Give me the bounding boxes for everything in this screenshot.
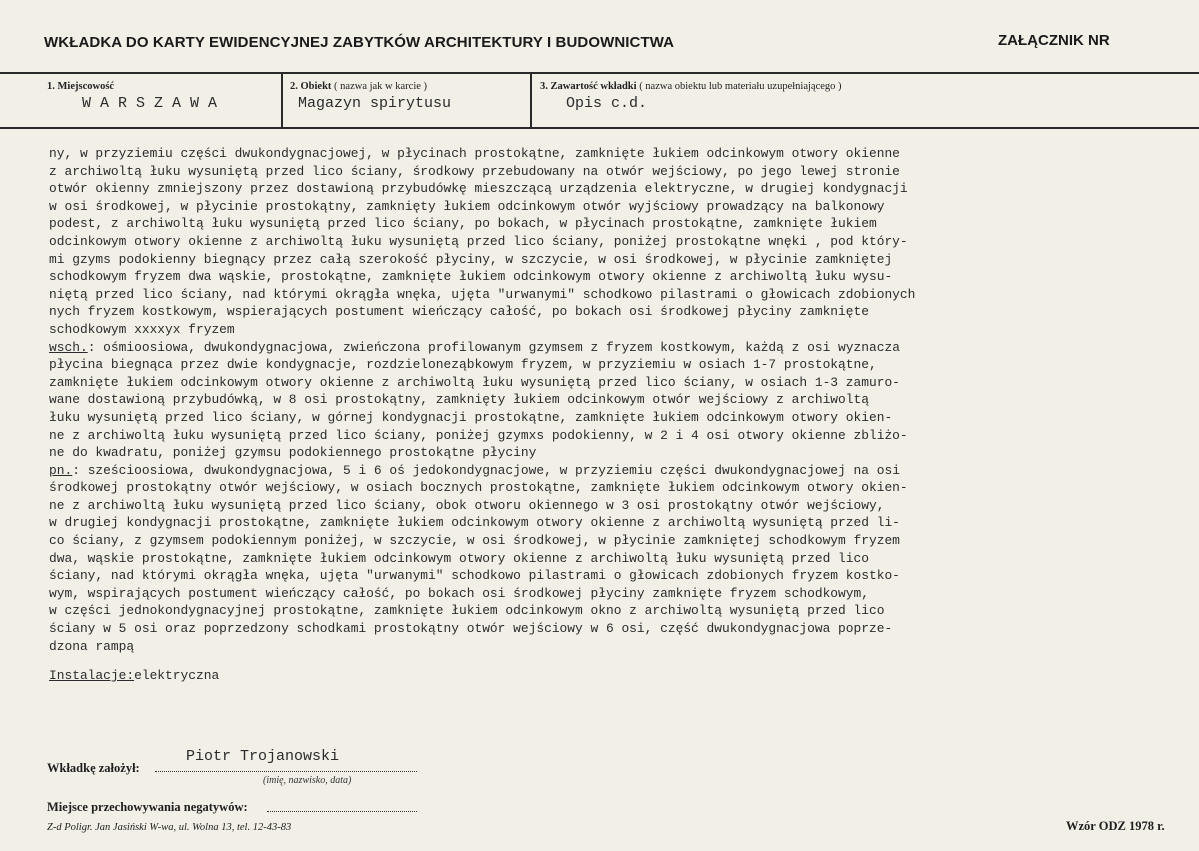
text-line: wane dostawioną przybudówką, w 8 osi prostokątny, zamknięty łukiem odcinkowym otwór wejściowy z archiwoltą <box>49 392 869 408</box>
header-top-rule <box>0 72 1199 74</box>
text-line-north-section: pn.: sześcioosiowa, dwukondygnacjowa, 5 i 6 oś jedokondygnacjowe, w przyziemiu części dwukondygnacjowej na osi <box>49 462 900 478</box>
text-line: dwa, wąskie prostokątne, zamknięte łukiem odcinkowym otwory okienne z archiwoltą łuku wysuniętą przed lico <box>49 550 869 566</box>
text-line: zamknięte łukiem odcinkowym otwory okienne z archiwoltą łuku wysuniętą przed lico ściany, w osiach 1-3 zamuro- <box>49 374 900 390</box>
header-bottom-rule <box>0 127 1199 129</box>
field-contents-label: 3. Zawartość wkładki ( nazwa obiektu lub materiału uzupełniającego ) <box>540 81 842 92</box>
text-line: podest, z archiwoltą łuku wysuniętą przed lico ściany, po bokach, w płycinach prostokątne, zamknięte łukiem <box>49 216 877 232</box>
section-heading: wsch. <box>49 339 88 355</box>
text-line: w części jednokondygnacyjnej prostokątne, zamknięte łukiem odcinkowym okno z archiwoltą wysuniętą przed lico <box>49 603 885 619</box>
form-title: WKŁADKA DO KARTY EWIDENCYJNEJ ZABYTKÓW ARCHITEKTURY I BUDOWNICTWA <box>44 34 675 51</box>
field-divider-1 <box>281 72 283 129</box>
created-by-dotted-line <box>155 771 417 772</box>
text-line: wym, wspirających postument wieńczący całość, po bokach osi środkowej płyciny zamknięte fryzem schodkowym, <box>49 585 869 601</box>
text-line: ściany, nad którymi okrągła wnęka, ujęta "urwanymi" schodkowo pilastrami o głowicach zdobionych fryzem kostko- <box>49 568 900 584</box>
installations-value: elektryczna <box>134 668 220 684</box>
text-line: ny, w przyziemiu części dwukondygnacjowej, w płycinach prostokątne, zamknięte łukiem odcinkowym otwory okienne <box>49 146 900 161</box>
created-by-value: Piotr Trojanowski <box>186 748 340 765</box>
installations-label: Instalacje: <box>49 668 135 684</box>
negatives-location-label: Miejsce przechowywania negatywów: <box>47 800 248 814</box>
text-line: niętą przed lico ściany, nad którymi okrągła wnęka, ujęta "urwanymi" schodkowo pilastrami o głowicach zdobionych <box>49 286 916 302</box>
text-line: schodkowym fryzem dwa wąskie, prostokątne, zamknięte łukiem odcinkowym otwory okienne z archiwoltą łuku wysu- <box>49 269 893 285</box>
text-line: schodkowym xxxxyx fryzem <box>49 321 235 337</box>
text-line-east-section: wsch.: ośmioosiowa, dwukondygnacjowa, zwieńczona profilowanym gzymsem z fryzem kostkowym, każdą z osi wyznacza <box>49 339 900 355</box>
attachment-number-label: ZAŁĄCZNIK NR <box>998 32 1110 49</box>
text-line: płycina biegnąca przez dwie kondygnacje, rozdzieloneząbkowym fryzem, w przyziemiu w osiach 1-7 prostokątne, <box>49 357 877 373</box>
text-line: mi gzyms podokienny biegnący przez całą szerokość płyciny, w szczycie, w osi środkowej, w płycinie zamkniętej <box>49 251 893 267</box>
created-by-hint: (imię, nazwisko, data) <box>263 775 352 786</box>
printer-imprint: Z-d Poligr. Jan Jasiński W-wa, ul. Wolna 13, tel. 12-43-83 <box>47 822 292 833</box>
field-object-value: Magazyn spirytusu <box>298 95 452 112</box>
field-divider-2 <box>530 72 532 129</box>
text-line: łuku wysuniętą przed lico ściany, w górnej kondygnacji prostokątne, zamknięte łukiem odcinkowym otwory okien- <box>49 409 893 425</box>
text-line: otwór okienny zmniejszony przez dostawioną przybudówkę mieszczącą urządzenia elektryczne, w drugiej kondygnacji <box>49 181 908 197</box>
section-heading: pn. <box>49 462 73 478</box>
text-line: ne do kwadratu, poniżej gzymsu podokiennego prostokątne płyciny <box>49 445 537 461</box>
text-line: co ściany, z gzymsem podokiennym poniżej, w szczycie, w osi środkowej, w płycinie zamkniętej schodkowym fryzem <box>49 533 900 549</box>
description-text <box>49 145 1199 685</box>
installations-line <box>49 667 1199 685</box>
text-line: dzona rampą <box>49 638 135 654</box>
text-line: ne z archiwoltą łuku wysuniętą przed lico ściany, obok otworu okiennego w 3 osi prostokątny otwór wejściowy, <box>49 497 885 513</box>
field-locality-label: 1. Miejscowość <box>47 81 115 92</box>
text-line: z archiwoltą łuku wysuniętą przed lico ściany, środkowy przebudowany na otwór wejściowy, po jego lewej stronie <box>49 163 900 179</box>
text-line: w drugiej kondygnacji prostokątne, zamknięte łukiem odcinkowym otwory okienne z archiwoltą wysuniętą przed li- <box>49 515 900 531</box>
field-locality-value: W A R S Z A W A <box>82 95 218 112</box>
text-line: odcinkowym otwory okienne z archiwoltą łuku wysuniętą przed lico ściany, poniżej prostokątne wnęki , pod który- <box>49 233 908 249</box>
created-by-label: Wkładkę założył: <box>47 761 140 775</box>
negatives-location-dotted-line <box>267 811 417 812</box>
text-line: środkowej prostokątny otwór wejściowy, w osiach bocznych prostokątne, zamknięte łukiem odcinkowym otwory okien- <box>49 480 908 496</box>
field-contents-value: Opis c.d. <box>566 95 648 112</box>
field-object-label: 2. Obiekt ( nazwa jak w karcie ) <box>290 81 428 92</box>
text-line: nych fryzem kostkowym, wspierających postument wieńczący całość, po bokach osi środkowej płyciny zamknięte <box>49 304 869 320</box>
form-template-number: Wzór ODZ 1978 r. <box>1066 819 1165 833</box>
text-line: w osi środkowej, w płycinie prostokątny, zamknięty łukiem odcinkowym otwór wyjściowy prowadzący na balkonowy <box>49 198 885 214</box>
text-line: ściany w 5 osi oraz poprzedzony schodkami prostokątny otwór wejściowy w 6 osi, część dwukondygnacjowa poprze- <box>49 621 893 637</box>
text-line: ne z archiwoltą łuku wysuniętą przed lico ściany, poniżej gzymxs podokienny, w 2 i 4 osi otwory okienne zbliżo- <box>49 427 908 443</box>
